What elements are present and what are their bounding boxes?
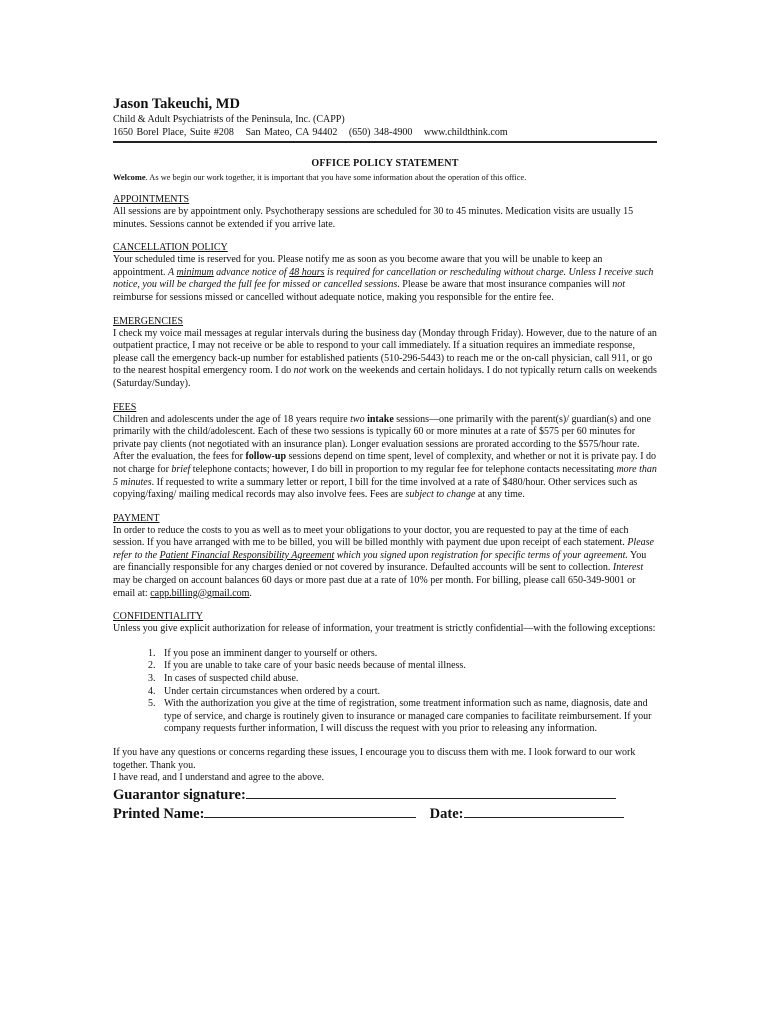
fees-text-part: . If requested to write a summary letter or report, I bill for the time involved at a rate of $480/hour. Other services such as copying/faxing/ mailing medical records may also involve fees. Fees are [113, 476, 638, 501]
guarantor-signature-row [113, 785, 657, 804]
document-content [113, 96, 657, 823]
fees-text-part: at any time. [475, 489, 525, 501]
section-heading-confidentiality: CONFIDENTIALITY [113, 611, 203, 623]
exceptions-list [113, 648, 657, 736]
list-item: 2. If you are unable to take care of your basic needs because of mental illness. [158, 660, 657, 673]
payment-text-part: . [249, 587, 252, 599]
date-label: Date [429, 805, 459, 822]
hours-emphasis: 48 hours [289, 266, 325, 278]
printed-name-row [113, 804, 657, 823]
label-colon: : [458, 805, 464, 822]
confidentiality-text: Unless you give explicit authorization for release of information, your treatment is strictly confidential—with the following exceptions: [113, 623, 656, 635]
cancellation-text-part: . Please be aware that most insurance companies will [397, 279, 613, 291]
section-heading-payment: PAYMENT [113, 512, 160, 524]
welcome-text: . As we begin our work together, it is important that you have some information about the operation of this office. [145, 173, 527, 182]
list-item: 1. If you pose an imminent danger to yourself or others. [158, 648, 657, 661]
section-heading-fees: FEES [113, 401, 137, 413]
document-title: OFFICE POLICY STATEMENT [311, 158, 459, 169]
fees-text-part: sessions depend on time spent, level of complexity, and whether or not it is private pay. I do not charge for [113, 451, 657, 475]
appointments-text: All sessions are by appointment only. Psychotherapy sessions are scheduled for 30 to 45 minutes. Medication visits are usually 15 minutes. Sessions cannot be extended if you arrive late. [113, 206, 634, 230]
emergencies-text-part: I check my voice mail messages at regular intervals during the business day (Monday through Friday). However, due to the nature of an outpatient practice, I may not receive or be able to respond to your call immediately. If a situation requires an immediate response, please call the emergency back-up number for established patients (510-296-5443) to reach me or the on-call physician, call 911, or go to the nearest hospital emergency room. I do [113, 327, 657, 377]
interest-emphasis: Interest [612, 562, 644, 574]
cancellation-text-part: reimburse for sessions missed or cancelled without adequate notice, making you responsible for the entire fee. [113, 291, 554, 303]
header-divider [113, 141, 657, 143]
fees-text-part: Children and adolescents under the age of 18 years require [113, 413, 351, 425]
welcome-paragraph [113, 172, 657, 183]
cancellation-italic-part: A [168, 266, 177, 278]
emergencies-text-part: work on the weekends and certain holidays. I do not typically return calls on weekends (Saturday/Sunday). [113, 365, 657, 389]
payment-text-part: In order to reduce the costs to you as well as to meet your obligations to your doctor, you are requested to pay at the time of each session. If you have arranged with me to be billed, you will be billed monthly with payment due upon receipt of each statement. [113, 524, 629, 549]
agreement-reference: Patient Financial Responsibility Agreement [159, 549, 335, 561]
list-item: 4. Under certain circumstances when ordered by a court. [158, 686, 657, 699]
five-minutes-emphasis: more than 5 minutes [113, 463, 657, 488]
subject-to-change-emphasis: subject to change [405, 489, 476, 501]
minimum-emphasis: minimum [176, 266, 214, 278]
payment-italic-part: which you signed upon registration for specific terms of your agreement. [334, 549, 628, 561]
cancellation-italic-part: is required for cancellation or rescheduling without charge. Unless I receive such notice, you will be charged the full fee for missed or cancelled sessions [113, 266, 654, 291]
payment-italic-part: Please refer to the [113, 537, 654, 561]
printed-name-line[interactable] [204, 804, 416, 818]
label-colon: : [199, 805, 205, 822]
payment-text-part: may be charged on account balances 60 days or more past due at a rate of 10% per month. For billing, please call 650-349-9001 or email at: [113, 575, 636, 599]
section-heading-emergencies: EMERGENCIES [113, 315, 183, 327]
followup-emphasis: follow-up [245, 451, 287, 463]
phone-number: (650) 348-4900 [348, 127, 413, 138]
website: www.childthink.com [423, 127, 508, 138]
not-emphasis: not [293, 365, 307, 377]
cancellation-italic-part: advance notice of [213, 266, 290, 278]
date-line[interactable] [464, 804, 624, 818]
brief-emphasis: brief [171, 463, 191, 475]
printed-name-label: Printed Name [113, 805, 200, 822]
closing-questions: If you have any questions or concerns regarding these issues, I encourage you to discuss them with me. I look forward to our work together. Thank you. [113, 747, 636, 771]
fees-text-part: sessions—one primarily with the parent(s)/ guardian(s) and one primarily with the child/adolescent. Each of these two sessions is typically 60 or more minutes at a rate of $575 per 60 minutes for private pay clients (not negotiated with an insurance plan). Longer evaluation sessions are prorated according to the $575/hour rate. After the evaluation, the fees for [113, 413, 651, 463]
guarantor-signature-line[interactable] [246, 785, 616, 799]
emergencies-text [113, 328, 657, 391]
list-item: 5. With the authorization you give at the time of registration, some treatment information such as name, diagnosis, date and type of service, and charge is routinely given to insurance or managed care companies to facilitate reimbursement. If your company requests further information, I will discuss the request with you prior to releasing any information. [158, 698, 657, 736]
cancellation-text-part: Your scheduled time is reserved for you. Please notify me as soon as you become aware that you will be unable to keep an appointment. [113, 254, 603, 278]
contact-line [113, 126, 657, 139]
guarantor-signature-label: Guarantor signature [113, 786, 241, 803]
two-emphasis: two [350, 413, 365, 425]
intake-emphasis: intake [367, 413, 394, 425]
cancellation-text [113, 254, 657, 304]
list-item: 3. In cases of suspected child abuse. [158, 673, 657, 686]
fees-text-part: telephone contacts; however, I do bill in proportion to my regular fee for telephone contacts necessitating [190, 463, 617, 475]
payment-text-part: You are financially responsible for any charges denied or not covered by insurance. Defaulted accounts will be sent to collection. [113, 549, 647, 574]
not-emphasis: not [612, 279, 626, 291]
city-state-zip: San Mateo, CA 94402 [245, 127, 338, 138]
closing-agreement: I have read, and I understand and agree to the above. [113, 772, 325, 784]
payment-text [113, 525, 657, 601]
welcome-lead: Welcome [113, 173, 146, 182]
billing-email-link[interactable]: capp.billing@gmail.com [150, 587, 250, 599]
street-address: 1650 Borel Place, Suite #208 [113, 127, 234, 138]
section-heading-cancellation: CANCELLATION POLICY [113, 242, 228, 254]
label-colon: : [240, 786, 246, 803]
fees-text [113, 414, 657, 502]
practice-name: Child & Adult Psychiatrists of the Peninsula, Inc. (CAPP) [113, 114, 345, 125]
section-heading-appointments: APPOINTMENTS [113, 194, 190, 205]
doctor-name: Jason Takeuchi, MD [113, 96, 240, 112]
